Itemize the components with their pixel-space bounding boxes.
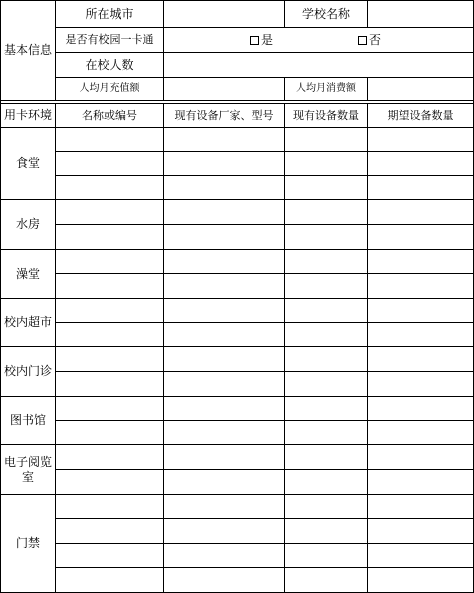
border-line [0,127,474,128]
row-line [55,567,474,568]
row-line [55,469,474,470]
option-yes[interactable] [250,28,290,52]
row-line [55,371,474,372]
row-line [55,518,474,519]
row-line [55,273,474,274]
basic-info-label: 基本信息 [3,43,52,58]
monthly-topup-label: 人均月充值额 [79,83,140,94]
row-line [55,543,474,544]
row-line [55,151,474,152]
border-line [163,103,164,593]
border-line [284,103,285,593]
group-label-canteen: 食堂 [15,156,40,171]
campus-card-label: 是否有校园一卡通 [65,33,154,47]
monthly-spend-label: 人均月消费额 [296,83,356,94]
option-yes-label: 是 [261,32,274,47]
group-label-e-reading-room: 电子阅览室 [4,455,53,484]
students-field[interactable] [164,53,473,77]
border-line [0,100,474,101]
border-line [0,494,474,495]
border-line [0,396,474,397]
row-line [55,322,474,323]
city-label: 所在城市 [85,6,134,21]
group-label-library: 图书馆 [9,413,46,428]
option-no[interactable] [358,28,398,52]
group-label-supermarket: 校内超市 [3,315,52,330]
border-line [0,199,474,200]
border-line [367,103,368,593]
header-current-count: 现有设备数量 [293,108,359,122]
header-expected-count: 期望设备数量 [387,108,454,122]
header-name-or-id: 名称或编号 [82,108,137,122]
group-label-clinic: 校内门诊 [3,364,52,379]
city-field[interactable] [164,1,284,27]
checkbox-icon[interactable] [250,36,259,45]
row-line [55,224,474,225]
monthly-topup-field[interactable] [164,78,284,100]
group-label-water-room: 水房 [15,217,40,232]
border-line [0,346,474,347]
group-label-bathhouse: 澡堂 [15,266,40,281]
border-line [55,103,56,593]
header-env: 用卡环境 [3,108,52,123]
border-line [0,298,474,299]
header-vendor-model: 现有设备厂家、型号 [174,108,274,122]
border-line [0,249,474,250]
checkbox-icon[interactable] [358,36,367,45]
row-line [55,175,474,176]
monthly-spend-field[interactable] [368,78,473,100]
school-name-field[interactable] [368,1,473,27]
option-no-label: 否 [369,32,382,47]
row-line [55,420,474,421]
students-label: 在校人数 [85,57,134,72]
group-label-access-control: 门禁 [15,536,40,551]
border-line [0,444,474,445]
school-name-label: 学校名称 [301,6,350,21]
